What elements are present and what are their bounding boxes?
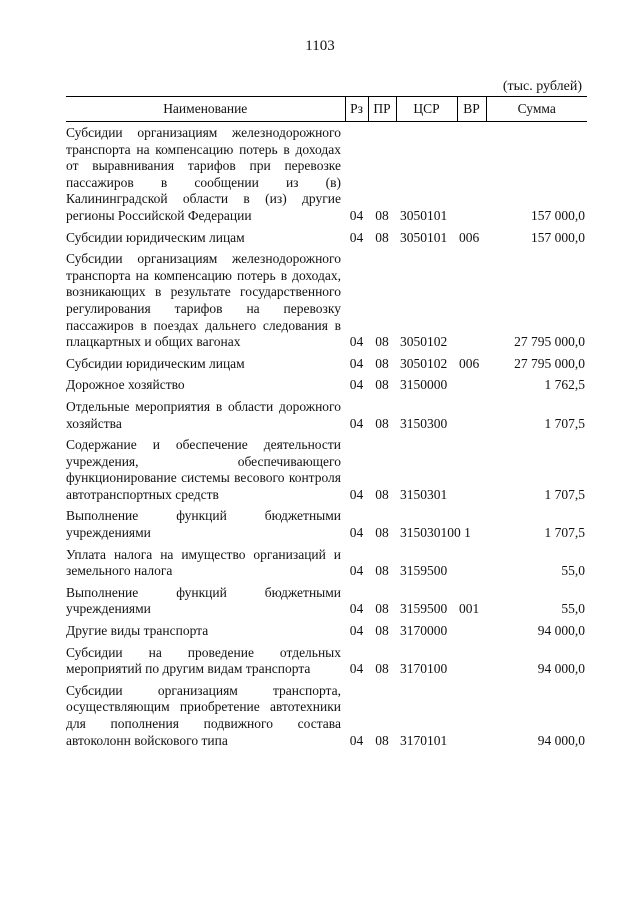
cell-pr: 08 [375, 207, 389, 223]
cell-name: Субсидии организациям железнодорожного транспорта на компенсацию потерь в доходах от выравнивания тарифов при перевозке пассажиров в сообщении из (в) Калининградской области в (из) другие регионы Российской Федерации [66, 125, 341, 223]
cell-pr: 08 [375, 415, 389, 431]
cell-name: Субсидии организациям транспорта, осуществляющим приобретение автотехники для пополнения подвижного состава автоколонн войскового типа [66, 682, 341, 748]
cell-rz: 04 [349, 525, 364, 541]
cell-rz: 04 [349, 207, 364, 223]
cell-csr: 3050101 [400, 229, 448, 245]
budget-table [66, 96, 587, 754]
cell-name: Субсидии юридическим лицам [66, 355, 245, 371]
header-csr: ЦСР [396, 97, 457, 122]
cell-vr: 001 [459, 601, 480, 617]
cell-name: Субсидии организациям железнодорожного транспорта на компенсацию потерь в доходах, возникающих в результате государственного регулирования тарифов на перевозку пассажиров в поездах дальнего следования в плацкартных и общих вагонах [66, 251, 341, 350]
cell-rz: 04 [349, 563, 364, 579]
cell-sum: 1 762,5 [544, 377, 585, 393]
cell-name: Субсидии на проведение отдельных мероприятий по другим видам транспорта [66, 644, 341, 677]
cell-pr: 08 [375, 661, 389, 677]
cell-pr: 08 [375, 563, 389, 579]
cell-vr [457, 547, 486, 585]
cell-name: Выполнение функций бюджетными учреждениями [66, 584, 341, 617]
cell-vr: 006 [459, 229, 480, 245]
cell-rz: 04 [349, 732, 364, 748]
cell-vr [457, 251, 486, 356]
units-label: (тыс. рублей) [502, 79, 582, 94]
table-row [66, 585, 587, 623]
cell-name: Уплата налога на имущество организаций и земельного налога [66, 546, 341, 579]
table-row [66, 230, 587, 252]
cell-csr: 315030100 1 [400, 525, 471, 541]
cell-csr: 3050101 [400, 207, 448, 223]
cell-sum: 1 707,5 [544, 486, 585, 502]
cell-vr [457, 122, 486, 230]
cell-csr: 3159500 [400, 563, 448, 579]
cell-sum: 55,0 [561, 563, 585, 579]
cell-sum: 1 707,5 [544, 415, 585, 431]
cell-sum: 157 000,0 [531, 207, 585, 223]
cell-sum: 94 000,0 [537, 661, 585, 677]
header-vr: ВР [457, 97, 486, 122]
cell-vr [457, 437, 486, 508]
cell-csr: 3050102 [400, 355, 448, 371]
cell-pr: 08 [375, 334, 389, 350]
cell-csr: 3150000 [400, 377, 448, 393]
table-row [66, 251, 587, 356]
cell-csr: 3170100 [400, 661, 448, 677]
cell-csr: 3170000 [400, 623, 448, 639]
cell-sum: 94 000,0 [537, 623, 585, 639]
cell-csr: 3050102 [400, 334, 448, 350]
cell-csr: 3159500 [400, 601, 448, 617]
cell-csr: 3150300 [400, 415, 448, 431]
cell-rz: 04 [349, 355, 364, 371]
cell-vr [457, 623, 486, 645]
cell-rz: 04 [349, 334, 364, 350]
cell-pr: 08 [375, 525, 389, 541]
header-rz: Рз [345, 97, 368, 122]
cell-sum: 157 000,0 [531, 229, 585, 245]
table-row [66, 683, 587, 754]
cell-vr [457, 377, 486, 399]
cell-pr: 08 [375, 377, 389, 393]
cell-rz: 04 [349, 486, 364, 502]
cell-csr: 3170101 [400, 732, 448, 748]
table-row [66, 399, 587, 437]
table-row [66, 508, 587, 546]
cell-rz: 04 [349, 229, 364, 245]
cell-rz: 04 [349, 661, 364, 677]
cell-sum: 1 707,5 [544, 525, 585, 541]
cell-vr [457, 683, 486, 754]
cell-pr: 08 [375, 732, 389, 748]
cell-name: Дорожное хозяйство [66, 377, 185, 393]
cell-vr [457, 399, 486, 437]
table-row [66, 623, 587, 645]
cell-rz: 04 [349, 623, 364, 639]
header-sum: Сумма [486, 97, 587, 122]
page-number: 1103 [305, 38, 335, 54]
cell-pr: 08 [375, 601, 389, 617]
cell-name: Другие виды транспорта [66, 623, 209, 639]
cell-rz: 04 [349, 601, 364, 617]
table-row [66, 645, 587, 683]
cell-pr: 08 [375, 355, 389, 371]
cell-vr: 006 [459, 355, 480, 371]
table-row [66, 356, 587, 378]
header-pr: ПР [368, 97, 396, 122]
header-name: Наименование [66, 97, 345, 122]
cell-sum: 27 795 000,0 [514, 355, 585, 371]
table-row [66, 547, 587, 585]
cell-name: Субсидии юридическим лицам [66, 229, 245, 245]
cell-pr: 08 [375, 229, 389, 245]
table-row [66, 377, 587, 399]
cell-name: Содержание и обеспечение деятельности учреждения, обеспечивающего функционирование системы весового контроля автотранспортных средств [66, 437, 341, 502]
cell-name: Выполнение функций бюджетными учреждениями [66, 508, 341, 541]
table-row [66, 437, 587, 508]
cell-csr: 3150301 [400, 486, 448, 502]
cell-sum: 55,0 [561, 601, 585, 617]
cell-rz: 04 [349, 415, 364, 431]
cell-sum: 27 795 000,0 [514, 334, 585, 350]
cell-rz: 04 [349, 377, 364, 393]
cell-name: Отдельные мероприятия в области дорожного хозяйства [66, 398, 341, 431]
cell-pr: 08 [375, 623, 389, 639]
table-body [66, 122, 587, 755]
cell-pr: 08 [375, 486, 389, 502]
cell-sum: 94 000,0 [537, 732, 585, 748]
table-row [66, 122, 587, 230]
cell-vr [457, 645, 486, 683]
table-header-row [66, 97, 587, 122]
